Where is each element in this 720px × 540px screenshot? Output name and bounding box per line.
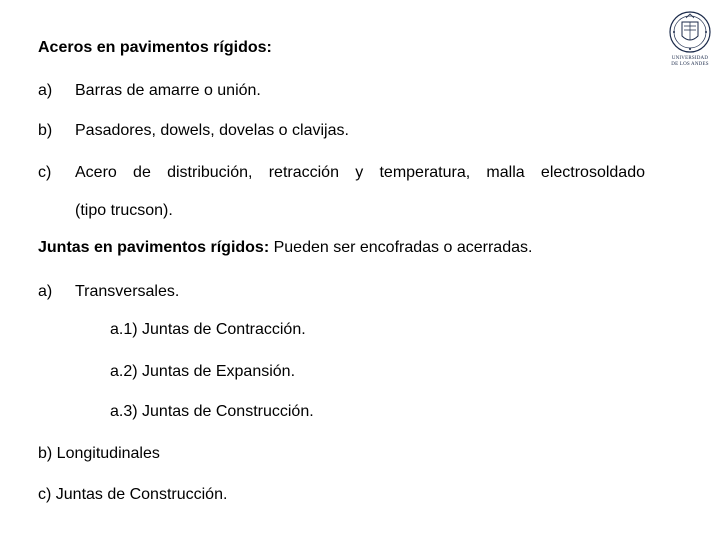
section2-item-a-marker: a) <box>38 283 53 300</box>
section1-item-b-text: Pasadores, dowels, dovelas o clavijas. <box>75 122 349 139</box>
section2-subitem-1: a.1) Juntas de Contracción. <box>110 321 306 338</box>
logo-caption <box>662 56 718 68</box>
section2-item-b: b) Longitudinales <box>38 445 160 462</box>
section2-subitem-2: a.2) Juntas de Expansión. <box>110 363 296 380</box>
section1-item-c-text: Acero de distribución, retracción y temperatura, malla electrosoldado <box>75 164 645 181</box>
section2-item-c: c) Juntas de Construcción. <box>38 486 228 503</box>
section1-heading: Aceros en pavimentos rígidos: <box>38 39 272 56</box>
section2-heading: Juntas en pavimentos rígidos: <box>38 239 270 256</box>
section2-heading-line <box>38 238 532 258</box>
logo-caption-line2: DE LOS ANDES <box>671 62 709 67</box>
section2-item-a-text: Transversales. <box>75 283 180 300</box>
section1-item-c-marker: c) <box>38 164 52 181</box>
section2-subitem-3: a.3) Juntas de Construcción. <box>110 403 314 420</box>
logo-caption-line1: UNIVERSIDAD <box>671 56 709 61</box>
section1-item-b-marker: b) <box>38 122 53 139</box>
section1-item-a-text: Barras de amarre o unión. <box>75 82 261 99</box>
section2-heading-rest: Pueden ser encofradas o acerradas. <box>269 239 533 256</box>
section1-item-c-continuation: (tipo trucson). <box>75 202 173 219</box>
section1-item-a-marker: a) <box>38 82 53 99</box>
